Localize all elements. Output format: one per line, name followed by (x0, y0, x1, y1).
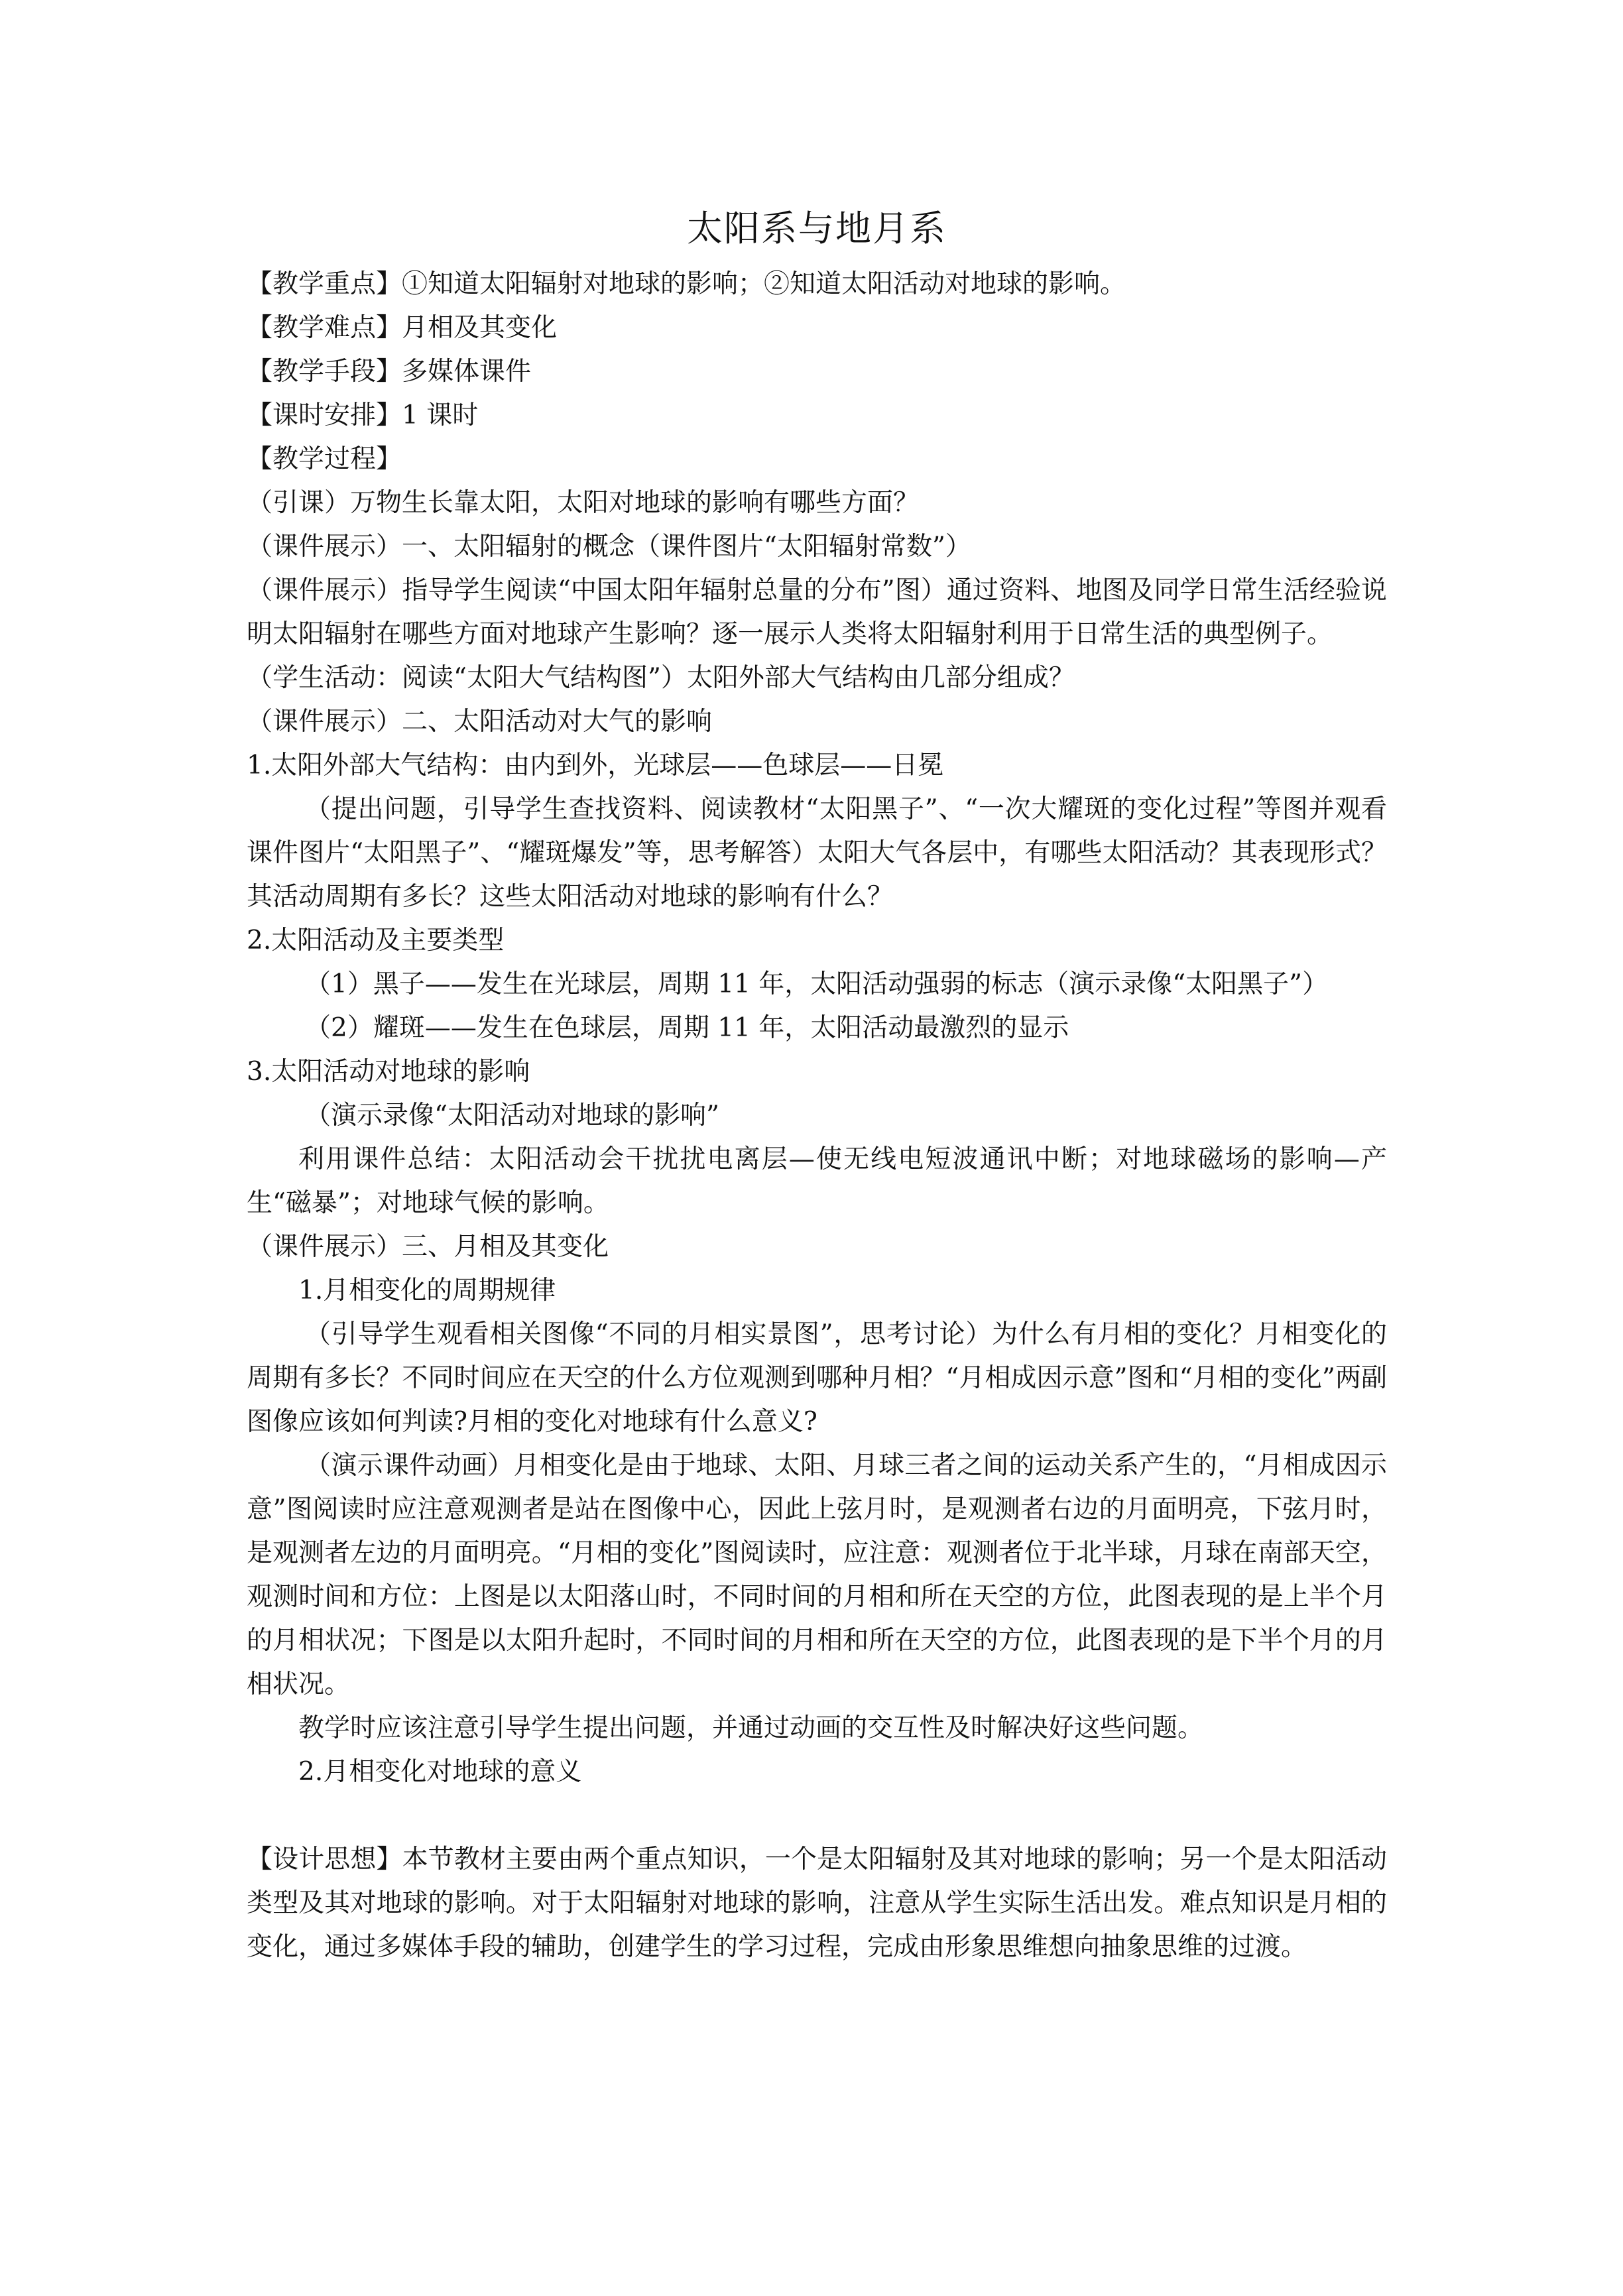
courseware-show-1: （课件展示）一、太阳辐射的概念（课件图片“太阳辐射常数”） (247, 532, 971, 562)
schedule-line (247, 394, 1387, 438)
difficulty-text: 月相及其变化 (402, 313, 558, 343)
intro-paragraph: （引课）万物生长靠太阳，太阳对地球的影响有哪些方面？ (247, 488, 920, 518)
section-3-video: （演示录像“太阳活动对地球的影响” (305, 1101, 719, 1130)
teaching-means-line (247, 350, 1387, 394)
moon-section-1-title: 1.月相变化的周期规律 (298, 1276, 556, 1305)
teaching-means-label: 【教学手段】 (247, 357, 402, 387)
process-heading (247, 438, 1387, 481)
key-points-text: ①知道太阳辐射对地球的影响；②知道太阳活动对地球的影响。 (402, 269, 1126, 299)
key-points-label: 【教学重点】 (247, 269, 402, 299)
moon-teaching-note: 教学时应该注意引导学生提出问题，并通过动画的交互性及时解决好这些问题。 (298, 1713, 1204, 1743)
design-text: 本节教材主要由两个重点知识，一个是太阳辐射及其对地球的影响；另一个是太阳活动类型及其对地球的影响。对于太阳辐射对地球的影响，注意从学生实际生活出发。难点知识是月相的变化，通过多媒体手段的辅助，创建学生的学习过程，完成由形象思维想向抽象思维的过渡。 (247, 1844, 1387, 1962)
document-title: 太阳系与地月系 (687, 208, 947, 249)
flare-item: （2）耀斑——发生在色球层，周期 11 年，太阳活动最激烈的显示 (305, 1013, 1069, 1043)
section-1-title: 1.太阳外部大气结构：由内到外，光球层——色球层——日冕 (247, 751, 944, 780)
section-2-title: 2.太阳活动及主要类型 (247, 926, 505, 955)
student-activity: （学生活动：阅读“太阳大气结构图”）太阳外部大气结构由几部分组成？ (247, 663, 1075, 693)
moon-section-1-body: （引导学生观看相关图像“不同的月相实景图”，思考讨论）为什么有月相的变化？月相变化的周期有多长？不同时间应在天空的什么方位观测到哪种月相？“月相成因示意”图和“月相的变化”两副图像应该如何判读?月相的变化对地球有什么意义? (247, 1319, 1387, 1437)
document-page (247, 199, 1387, 1969)
sunspot-item: （1）黑子——发生在光球层，周期 11 年，太阳活动强弱的标志（演示录像“太阳黑子”） (305, 969, 1329, 999)
difficulty-line (247, 306, 1387, 350)
schedule-label: 【课时安排】 (247, 400, 402, 430)
key-points-line (247, 263, 1387, 306)
design-label: 【设计思想】 (247, 1844, 402, 1874)
courseware-show-2: （课件展示）指导学生阅读“中国太阳年辐射总量的分布”图）通过资料、地图及同学日常生活经验说明太阳辐射在哪些方面对地球产生影响？逐一展示人类将太阳辐射利用于日常生活的典型例子。 (247, 575, 1387, 649)
design-thinking-paragraph (247, 1838, 1387, 1969)
courseware-show-4: （课件展示）三、月相及其变化 (247, 1232, 609, 1262)
teaching-means-text: 多媒体课件 (402, 357, 532, 387)
section-3-summary: 利用课件总结：太阳活动会干扰扰电离层—使无线电短波通讯中断；对地球磁场的影响—产生“磁暴”；对地球气候的影响。 (247, 1144, 1387, 1218)
process-label: 【教学过程】 (247, 444, 402, 474)
section-1-body: （提出问题，引导学生查找资料、阅读教材“太阳黑子”、“一次大耀斑的变化过程”等图并观看课件图片“太阳黑子”、“耀斑爆发”等，思考解答）太阳大气各层中，有哪些太阳活动？其表现形式？其活动周期有多长？这些太阳活动对地球的影响有什么？ (247, 794, 1387, 912)
moon-animation-paragraph: （演示课件动画）月相变化是由于地球、太阳、月球三者之间的运动关系产生的，“月相成因示意”图阅读时应注意观测者是站在图像中心，因此上弦月时，是观测者右边的月面明亮，下弦月时，是观测者左边的月面明亮。“月相的变化”图阅读时，应注意：观测者位于北半球，月球在南部天空，观测时间和方位：上图是以太阳落山时，不同时间的月相和所在天空的方位，此图表现的是上半个月的月相状况；下图是以太阳升起时，不同时间的月相和所在天空的方位，此图表现的是下半个月的月相状况。 (247, 1451, 1387, 1699)
difficulty-label: 【教学难点】 (247, 313, 402, 343)
section-3-title: 3.太阳活动对地球的影响 (247, 1057, 530, 1087)
moon-section-2-title: 2.月相变化对地球的意义 (298, 1757, 582, 1787)
spacer (247, 1794, 1387, 1838)
schedule-text: 1 课时 (402, 400, 479, 430)
courseware-show-3: （课件展示）二、太阳活动对大气的影响 (247, 707, 713, 737)
